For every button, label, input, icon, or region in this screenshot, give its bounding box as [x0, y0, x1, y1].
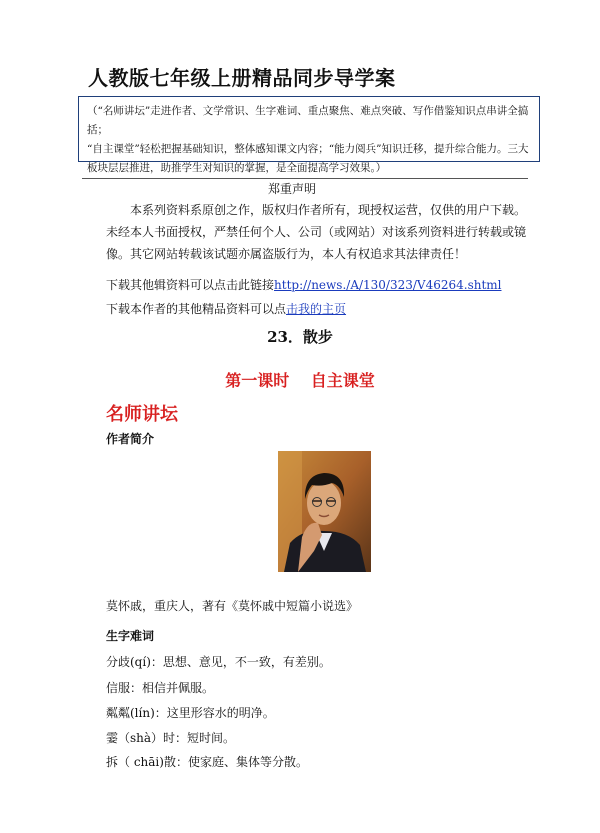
download-line-2 — [106, 298, 536, 320]
author-photo — [278, 451, 371, 572]
intro-line: 板块层层推进，助推学生对知识的掌握，是全面提高学习效果。） — [87, 162, 387, 174]
download-prefix: 下载其他辑资料可以点击此链接 — [106, 278, 275, 292]
download-link[interactable]: http://news./A/130/323/V46264.shtml — [274, 278, 502, 292]
download-line-1 — [106, 274, 536, 296]
intro-line: （“名师讲坛”走进作者、文学常识、生字难词、重点聚焦、难点突破、写作借鉴知识点串讲全搞括； — [87, 105, 529, 136]
vocab-item: 分歧(qí)：思想、意见，不一致，有差别。 — [106, 655, 331, 669]
intro-line: “自主课堂”轻松把握基础知识，整体感知课文内容；“能力阅兵”知识迁移，提升综合能力。三大 — [87, 143, 529, 155]
vocab-item: 信服：相信并佩服。 — [106, 681, 215, 695]
copyright-body — [106, 199, 536, 265]
copyright-text: 本系列资料系原创之作，版权归作者所有，现授权运营，仅供的用户下载。未经本人书面授权，严禁任何个人、公司（或网站）对该系列资料进行转载或镜像。其它网站转载该试题亦属盗版行为，本人有权追求其法律责任！ — [106, 203, 527, 261]
lesson-subtitle: 第一课时 自主课堂 — [225, 371, 375, 390]
homepage-link[interactable]: 击我的主页 — [286, 302, 347, 316]
document-title: 人教版七年级上册精品同步导学案 — [88, 66, 396, 90]
vocab-item: 粼粼(lín)：这里形容水的明净。 — [106, 706, 275, 720]
divider — [82, 178, 528, 179]
vocab-label: 生字难词 — [106, 629, 155, 643]
copyright-title: 郑重声明 — [268, 182, 317, 196]
intro-box — [78, 96, 540, 174]
lesson-title: 23．散步 — [267, 328, 333, 346]
author-label: 作者简介 — [106, 432, 155, 446]
section-heading: 名师讲坛 — [106, 404, 178, 425]
vocab-item: 拆（ chāi)散：使家庭、集体等分散。 — [106, 755, 308, 769]
download-prefix: 下载本作者的其他精品资料可以点 — [106, 302, 287, 316]
author-description: 莫怀戚，重庆人，著有《莫怀戚中短篇小说选》 — [106, 599, 359, 613]
vocab-item: 霎（shà）时：短时间。 — [106, 731, 236, 745]
